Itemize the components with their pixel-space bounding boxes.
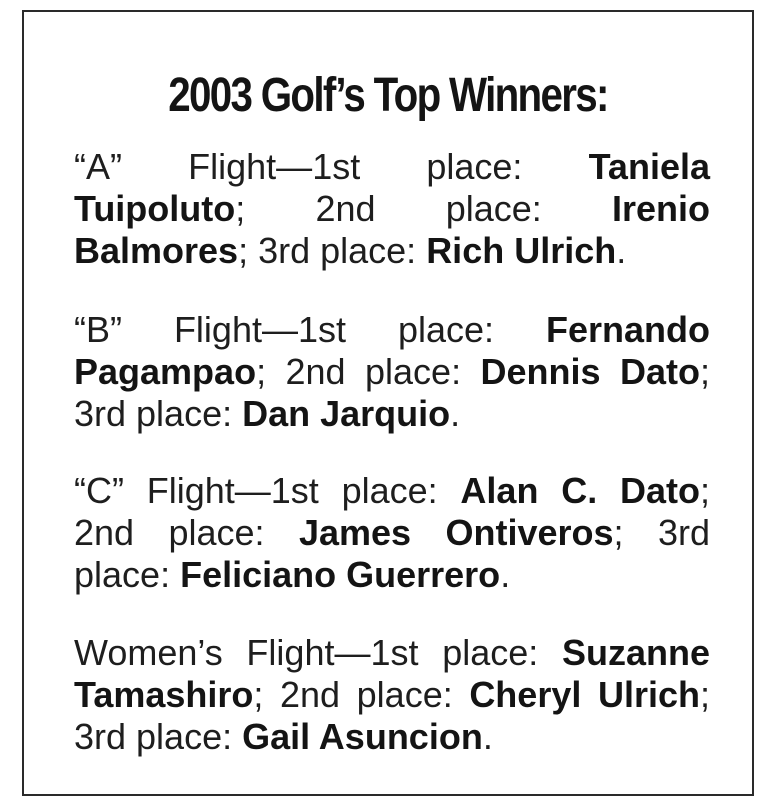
womens-flight-paragraph <box>74 632 710 758</box>
third-place-winner: Feliciano Guerrero <box>180 554 501 595</box>
third-place-winner: Rich Ulrich <box>426 230 617 271</box>
third-place-label: ; 3rd place: <box>238 230 427 271</box>
sentence-end: . <box>616 230 627 271</box>
flight-c-paragraph <box>74 470 710 596</box>
first-place-winner: Alan C. Dato <box>460 470 700 511</box>
flight-b-paragraph <box>74 309 710 435</box>
flight-label: “B” Flight— <box>74 309 298 350</box>
third-place-label: ; 3rd place: <box>74 351 710 434</box>
sentence-end: . <box>482 716 493 757</box>
sentence-end: . <box>500 554 511 595</box>
second-place-label: ; 2nd place: <box>235 188 612 229</box>
third-place-label: ; 3rd place: <box>74 512 710 595</box>
second-place-winner: Cheryl Ulrich <box>469 674 700 715</box>
flight-label: “A” Flight— <box>74 146 313 187</box>
first-place-label: 1st place: <box>297 309 546 350</box>
flight-label: “C” Flight— <box>74 470 271 511</box>
second-place-winner: James Ontiveros <box>298 512 614 553</box>
third-place-winner: Dan Jarquio <box>242 393 451 434</box>
sentence-end: . <box>450 393 461 434</box>
second-place-winner: Dennis Dato <box>480 351 700 392</box>
first-place-winner: Suzanne Tamashiro <box>74 632 710 715</box>
winners-box <box>22 10 754 796</box>
first-place-winner: Taniela Tuipoluto <box>74 146 710 229</box>
second-place-label: ; 2nd place: <box>256 351 481 392</box>
page-title: 2003 Golf’s Top Winners: <box>168 69 608 122</box>
flight-label: Women’s Flight— <box>74 632 371 673</box>
first-place-label: 1st place: <box>370 632 562 673</box>
first-place-label: 1st place: <box>312 146 589 187</box>
first-place-label: 1st place: <box>270 470 461 511</box>
second-place-label: ; 2nd place: <box>253 674 470 715</box>
first-place-winner: Fernando Pagampao <box>74 309 710 392</box>
third-place-winner: Gail Asuncion <box>242 716 483 757</box>
flight-a-paragraph <box>74 146 710 272</box>
second-place-winner: Irenio Balmores <box>74 188 710 271</box>
third-place-label: ; 3rd place: <box>74 674 710 757</box>
second-place-label: ; 2nd place: <box>74 470 710 553</box>
